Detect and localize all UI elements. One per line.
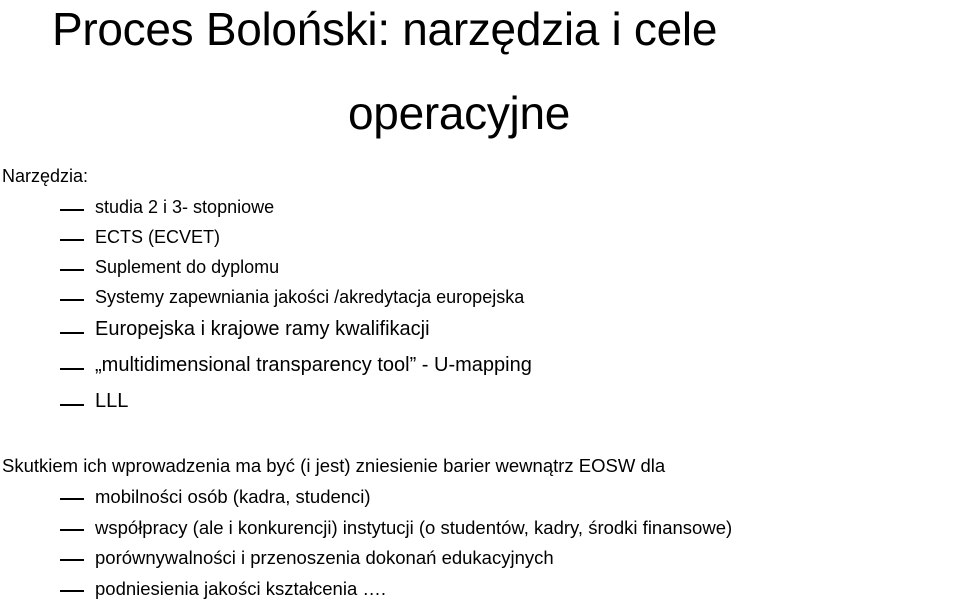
tools-item-text: Systemy zapewniania jakości /akredytacja europejska — [95, 287, 525, 307]
tools-item-text: „multidimensional transparency tool” - U-mapping — [95, 354, 532, 376]
dash-bullet-icon — [60, 404, 84, 406]
effects-item-text: podniesienia jakości kształcenia …. — [95, 578, 387, 599]
dash-bullet-icon — [60, 368, 84, 370]
effects-item-text: współpracy (ale i konkurencji) instytucji (o studentów, kadry, środki finansowe) — [95, 517, 733, 538]
tools-heading: Narzędzia: — [2, 166, 89, 186]
tools-item-text: Europejska i krajowe ramy kwalifikacji — [95, 318, 430, 340]
dash-bullet-icon — [60, 269, 84, 271]
effects-item-text: mobilności osób (kadra, studenci) — [95, 486, 371, 507]
dash-bullet-icon — [60, 590, 84, 592]
tools-item-text: Suplement do dyplomu — [95, 257, 280, 277]
effects-item-text: porównywalności i przenoszenia dokonań edukacyjnych — [95, 547, 554, 568]
slide-title-line-1: Proces Boloński: narzędzia i cele — [52, 3, 718, 55]
dash-bullet-icon — [60, 332, 84, 334]
dash-bullet-icon — [60, 559, 84, 561]
dash-bullet-icon — [60, 498, 84, 500]
dash-bullet-icon — [60, 239, 84, 241]
tools-item-text: ECTS (ECVET) — [95, 227, 221, 247]
dash-bullet-icon — [60, 209, 84, 211]
dash-bullet-icon — [60, 529, 84, 531]
tools-item-text: LLL — [95, 390, 129, 412]
tools-item-text: studia 2 i 3- stopniowe — [95, 197, 275, 217]
dash-bullet-icon — [60, 299, 84, 301]
slide-title-line-2: operacyjne — [348, 87, 571, 139]
effects-heading: Skutkiem ich wprowadzenia ma być (i jest) zniesienie barier wewnątrz EOSW dla — [2, 455, 666, 476]
